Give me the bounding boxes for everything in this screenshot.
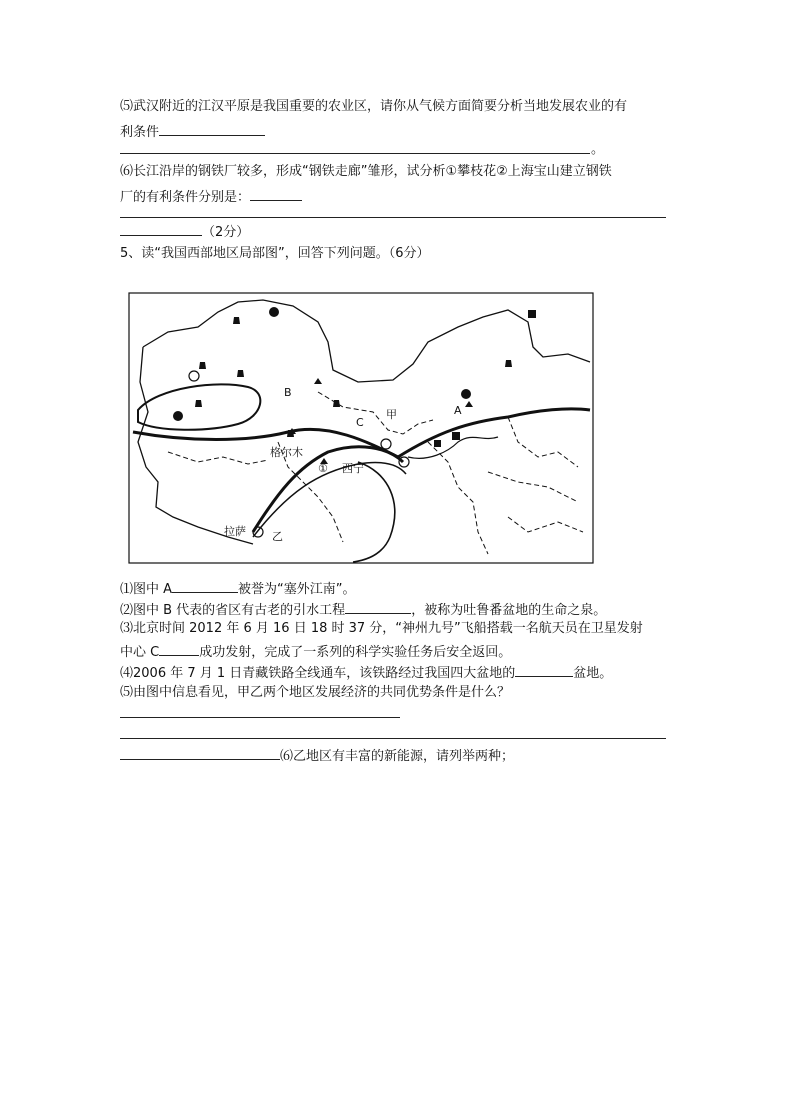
answer-blank[interactable]	[345, 599, 411, 614]
q5-5-line1: ⑸武汉附近的江汉平原是我国重要的农业区，请你从气候方面简要分析当地发展农业的有	[120, 99, 628, 114]
answer-blank[interactable]	[515, 662, 573, 677]
label-B: B	[284, 386, 292, 399]
subq-3-text-c: 成功发射，完成了一系列的科学实验任务后安全返回。	[199, 645, 512, 660]
subq-3-text-b: 中心 C	[120, 645, 160, 660]
subq-1	[120, 578, 356, 599]
subq-2-text-b: ，被称为吐鲁番盆地的生命之泉。	[411, 603, 607, 618]
subq-1-text-a: ⑴图中 A	[120, 582, 173, 597]
subq-4-text-a: ⑷2006 年 7 月 1 日青藏铁路全线通车，该铁路经过我国四大盆地的	[120, 666, 516, 681]
oil-symbol	[173, 411, 183, 421]
subq-6	[120, 745, 514, 766]
subq-2	[120, 599, 606, 620]
answer-blank[interactable]	[120, 745, 280, 760]
oil-symbol	[269, 307, 279, 317]
subq-3-line2	[120, 641, 511, 662]
q5-6-line1: ⑹长江沿岸的钢铁厂较多，形成“钢铁走廊”雏形，试分析①攀枝花②上海宝山建立钢铁	[120, 164, 612, 179]
subq-2-text-a: ⑵图中 B 代表的省区有古老的引水工程	[120, 603, 346, 618]
answer-line[interactable]	[120, 153, 590, 154]
q5-6-line2	[120, 186, 302, 207]
q5-6-score: （2分）	[202, 225, 250, 240]
answer-blank[interactable]	[120, 221, 202, 236]
answer-line[interactable]	[120, 217, 666, 218]
west-china-map	[128, 292, 594, 564]
q5-6-line2-text: 厂的有利条件分别是：	[120, 190, 251, 205]
answer-line[interactable]	[120, 717, 400, 718]
q5-5-line2-text: 利条件	[120, 125, 160, 140]
label-A: A	[454, 404, 462, 417]
subq-5: ⑸由图中信息看见，甲乙两个地区发展经济的共同优势条件是什么？	[120, 685, 511, 700]
label-jia: 甲	[386, 408, 397, 421]
label-num1: ①	[318, 462, 328, 475]
subq-4-text-b: 盆地。	[573, 666, 613, 681]
answer-blank[interactable]	[250, 186, 302, 201]
answer-blank[interactable]	[172, 578, 238, 593]
label-xining: 西宁	[342, 462, 364, 475]
oil-symbol	[461, 389, 471, 399]
question5-title: 5、读“我国西部地区局部图”，回答下列问题。（6分）	[120, 246, 430, 261]
label-C: C	[356, 416, 364, 429]
subq-3-line1: ⑶北京时间 2012 年 6 月 16 日 18 时 37 分，“神州九号”飞船搭载一名航天员在卫星发射	[120, 621, 643, 636]
answer-line[interactable]	[120, 738, 666, 739]
label-lhasa: 拉萨	[224, 525, 246, 538]
q5-5-line2	[120, 121, 265, 142]
subq-4	[120, 662, 612, 683]
subq-1-text-b: 被誉为“塞外江南”。	[238, 582, 356, 597]
label-golmud: 格尔木	[270, 446, 303, 459]
q5-5-end-mark: 。	[591, 142, 605, 157]
subq-6-text: ⑹乙地区有丰富的新能源，请列举两种；	[280, 749, 515, 764]
q5-6-line3	[120, 221, 249, 242]
answer-blank[interactable]	[159, 641, 199, 656]
answer-blank[interactable]	[159, 121, 265, 136]
label-yi: 乙	[272, 530, 283, 543]
